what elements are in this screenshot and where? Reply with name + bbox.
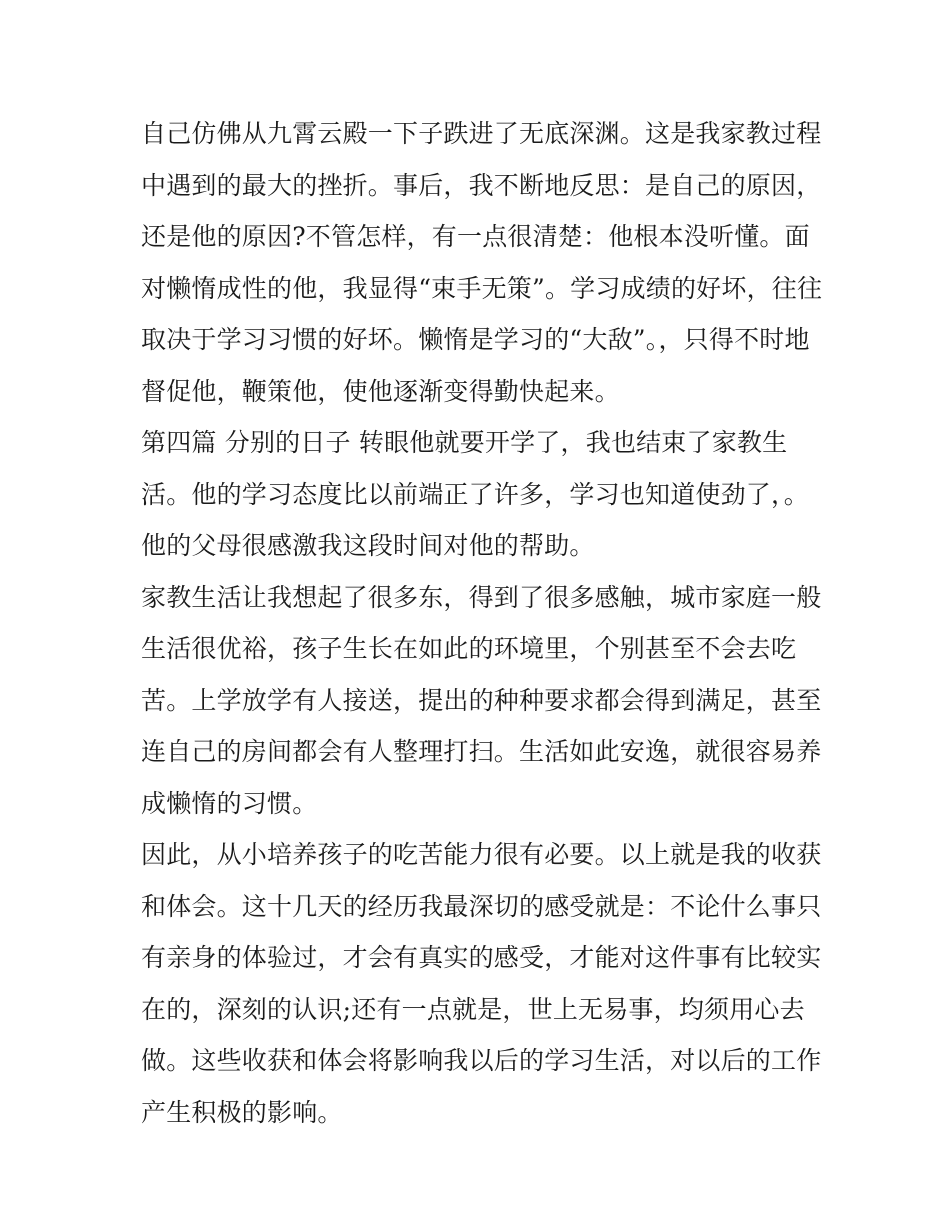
text-line: 自己仿佛从九霄云殿一下子跌进了无底深渊。这是我家教过程 <box>141 119 822 148</box>
body-text <box>141 108 821 1138</box>
text-line: 产生积极的影响。 <box>141 1097 343 1127</box>
text-line: 对懒惰成性的他，我显得“束手无策”。学习成绩的好坏，往往 <box>141 273 823 303</box>
text-line: 家教生活让我想起了很多东，得到了很多感触，城市家庭一般 <box>141 582 822 612</box>
text-line: 活。他的学习态度比以前端正了许多，学习也知道使劲了，。 <box>141 479 809 509</box>
section-heading-line: 第四篇 分别的日子 转眼他就要开学了，我也结束了家教生 <box>141 428 788 457</box>
text-line: 因此，从小培养孩子的吃苦能力很有必要。以上就是我的收获 <box>141 840 822 869</box>
text-line: 中遇到的最大的挫折。事后，我不断地反思：是自己的原因， <box>141 170 822 200</box>
text-line: 和体会。这十几天的经历我最深切的感受就是：不论什么事只 <box>141 891 822 921</box>
text-line: 在的，深刻的认识;还有一点就是，世上无易事，均须用心去 <box>141 994 805 1024</box>
text-line: 取决于学习习惯的好坏。懒惰是学习的“大敌”。，只得不时地 <box>141 325 810 354</box>
text-line: 还是他的原因?不管怎样，有一点很清楚：他根本没听懂。面 <box>141 222 810 251</box>
text-line: 生活很优裕，孩子生长在如此的环境里，个别甚至不会去吃 <box>141 634 797 663</box>
text-line: 苦。上学放学有人接送，提出的种种要求都会得到满足，甚至 <box>141 685 822 715</box>
text-line: 他的父母很感激我这段时间对他的帮助。 <box>141 531 595 560</box>
text-line: 成懒惰的习惯。 <box>141 788 318 818</box>
text-line: 做。这些收获和体会将影响我以后的学习生活，对以后的工作 <box>141 1046 822 1075</box>
text-line: 连自己的房间都会有人整理打扫。生活如此安逸，就很容易养 <box>141 737 822 766</box>
text-line: 有亲身的体验过，才会有真实的感受，才能对这件事有比较实 <box>141 943 822 972</box>
text-line: 督促他，鞭策他，使他逐渐变得勤快起来。 <box>141 376 620 406</box>
